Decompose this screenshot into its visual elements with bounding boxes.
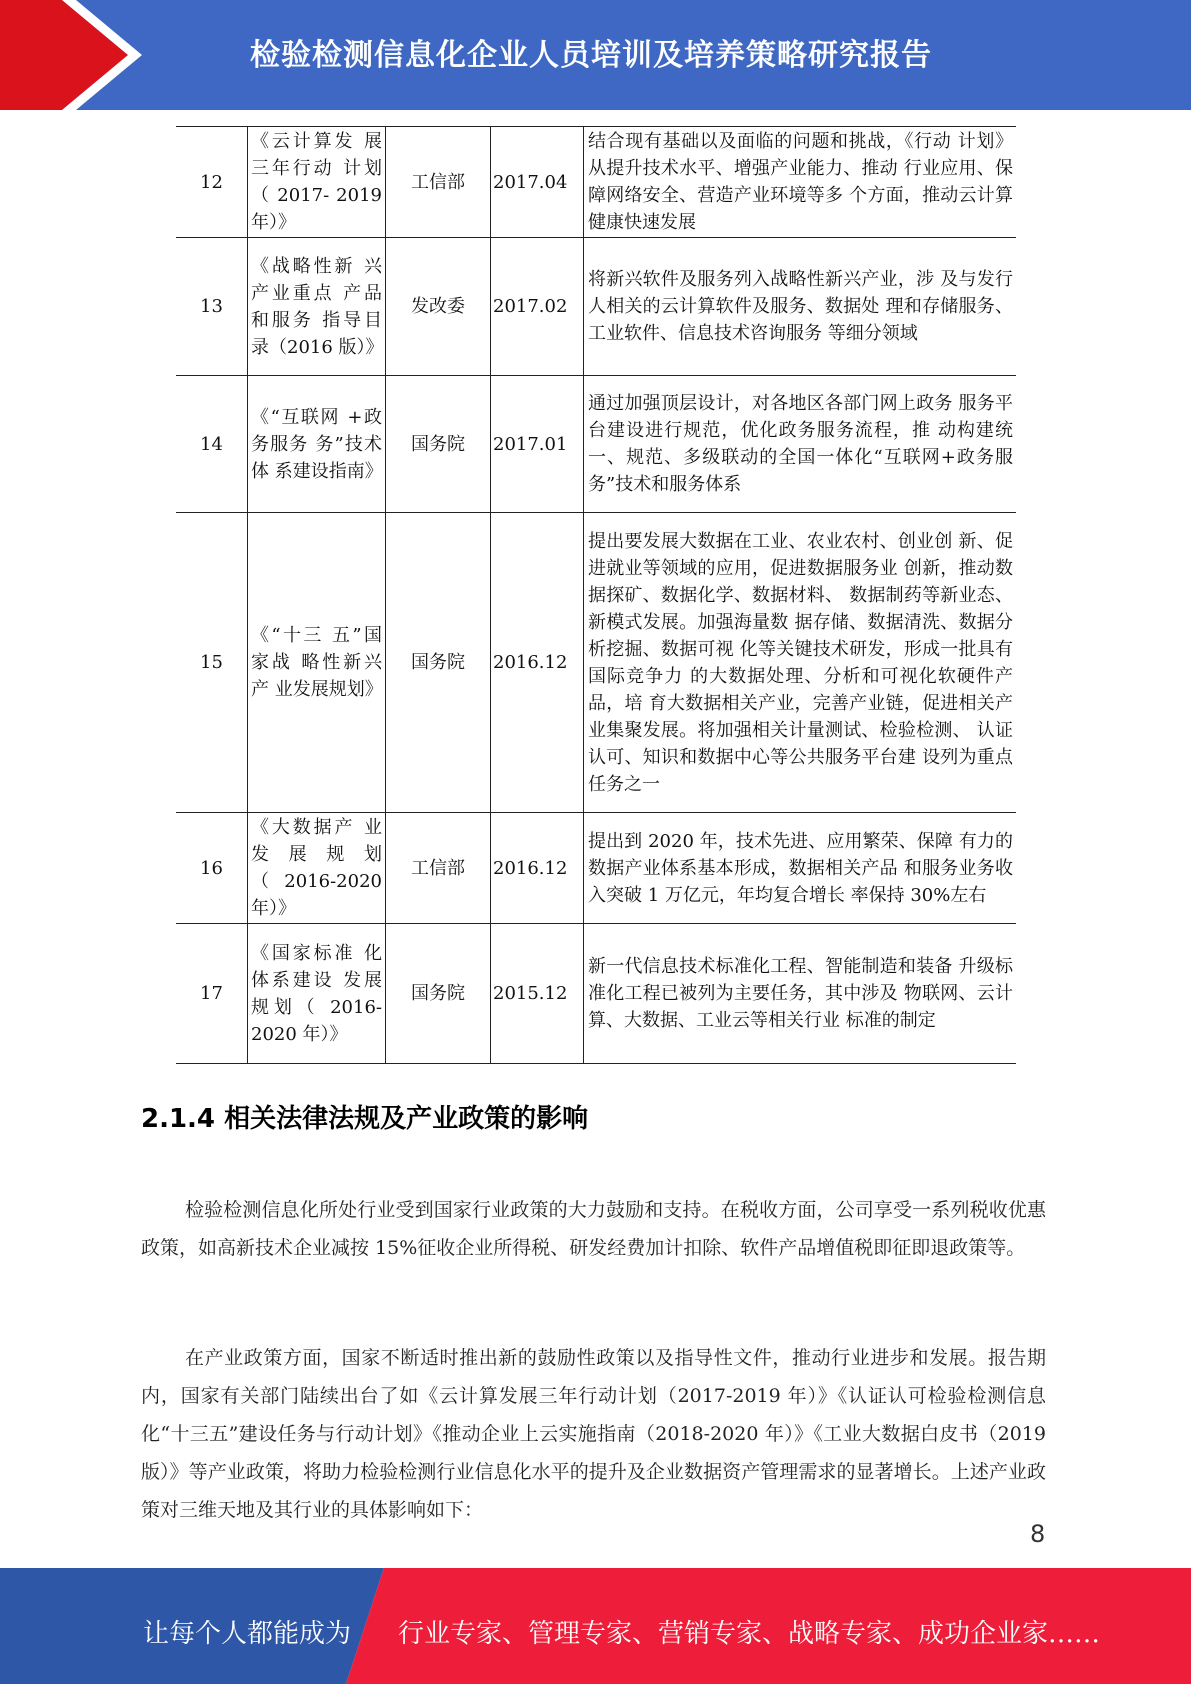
policy-name: 《“十三 五”国家战 略性新兴产 业发展规划》 — [248, 513, 386, 813]
policy-content: 将新兴软件及服务列入战略性新兴产业，涉 及与发行人相关的云计算软件及服务、数据处 理和存储服务、工业软件、信息技术咨询服务 等细分领域 — [584, 238, 1017, 376]
issuing-department: 国务院 — [386, 924, 491, 1064]
row-number: 15 — [176, 513, 248, 813]
row-number: 16 — [176, 813, 248, 924]
policy-content: 提出到 2020 年，技术先进、应用繁荣、保障 有力的数据产业体系基本形成，数据相关产品 和服务业务收入突破 1 万亿元，年均复合增长 率保持 30%左右 — [584, 813, 1017, 924]
report-title: 检验检测信息化企业人员培训及培养策略研究报告 — [250, 38, 932, 73]
row-number: 12 — [176, 127, 248, 238]
issue-date: 2017.02 — [491, 238, 584, 376]
body-paragraph: 在产业政策方面，国家不断适时推出新的鼓励性政策以及指导性文件，推动行业进步和发展。报告期内，国家有关部门陆续出台了如《云计算发展三年行动计划（2017-2019 年）》《认证认可检验检测信息化“十三五”建设任务与行动计划》《推动企业上云实施指南（2018-2020 年）》《工业大数据白皮书（2019 版）》等产业政策，将助力检验检测行业信息化水平的提升及企业数据资产管理需求的显著增长。上述产业政策对三维天地及其行业的具体影响如下： — [141, 1347, 1046, 1521]
policy-name: 《云计算发 展三年行动 计划（ 2017- 2019 年）》 — [248, 127, 386, 238]
section-heading: 2.1.4 相关法律法规及产业政策的影响 — [141, 1104, 589, 1134]
page-header — [0, 0, 1191, 110]
issue-date: 2016.12 — [491, 813, 584, 924]
policy-name: 《战略性新 兴产业重点 产品和服务 指导目录（2016 版）》 — [248, 238, 386, 376]
issuing-department: 工信部 — [386, 813, 491, 924]
policy-content: 通过加强顶层设计，对各地区各部门网上政务 服务平台建设进行规范，优化政务服务流程，推 动构建统一、规范、多级联动的全国一体化“互联网+政务服务”技术和服务体系 — [584, 376, 1017, 513]
footer-slogan-right: 行业专家、管理专家、营销专家、战略专家、成功企业家…… — [398, 1619, 1101, 1649]
issuing-department: 发改委 — [386, 238, 491, 376]
row-number: 17 — [176, 924, 248, 1064]
issuing-department: 工信部 — [386, 127, 491, 238]
body-paragraph: 检验检测信息化所处行业受到国家行业政策的大力鼓励和支持。在税收方面，公司享受一系列税收优惠政策，如高新技术企业减按 15%征收企业所得税、研发经费加计扣除、软件产品增值税即征即退政策等。 — [141, 1199, 1046, 1259]
table-row — [176, 513, 1016, 813]
policy-name: 《国家标准 化体系建设 发展规划（ 2016-2020 年）》 — [248, 924, 386, 1064]
issue-date: 2015.12 — [491, 924, 584, 1064]
table-row — [176, 127, 1016, 238]
header-arrow-decoration — [0, 0, 150, 110]
issue-date: 2016.12 — [491, 513, 584, 813]
page-number: 8 — [1030, 1520, 1046, 1548]
policy-content: 结合现有基础以及面临的问题和挑战，《行动 计划》从提升技术水平、增强产业能力、推动 行业应用、保障网络安全、营造产业环境等多 个方面，推动云计算健康快速发展 — [584, 127, 1017, 238]
policy-content: 提出要发展大数据在工业、农业农村、创业创 新、促进就业等领域的应用，促进数据服务业 创新，推动数据探矿、数据化学、数据材料、 数据制药等新业态、新模式发展。加强海量数 据存储、数据清洗、数据分析挖掘、数据可视 化等关键技术研发，形成一批具有国际竞争力 的大数据处理、分析和可视化软硬件产品，培 育大数据相关产业，完善产业链，促进相关产 业集聚发展。将加强相关计量测试、检验检测、 认证认可、知识和数据中心等公共服务平台建 设列为重点任务之一 — [584, 513, 1017, 813]
table-row — [176, 924, 1016, 1064]
table-row — [176, 376, 1016, 513]
policy-content: 新一代信息技术标准化工程、智能制造和装备 升级标准化工程已被列为主要任务，其中涉及 物联网、云计算、大数据、工业云等相关行业 标准的制定 — [584, 924, 1017, 1064]
issuing-department: 国务院 — [386, 376, 491, 513]
issue-date: 2017.04 — [491, 127, 584, 238]
issuing-department: 国务院 — [386, 513, 491, 813]
policy-name: 《大数据产 业发展规划（2016-2020 年）》 — [248, 813, 386, 924]
row-number: 13 — [176, 238, 248, 376]
footer-slogan-left: 让每个人都能成为 — [143, 1619, 352, 1649]
table-row — [176, 813, 1016, 924]
policy-name: 《“互联网 +政务服务 务”技术体 系建设指南》 — [248, 376, 386, 513]
policy-table — [176, 126, 1016, 1064]
row-number: 14 — [176, 376, 248, 513]
table-row — [176, 238, 1016, 376]
issue-date: 2017.01 — [491, 376, 584, 513]
